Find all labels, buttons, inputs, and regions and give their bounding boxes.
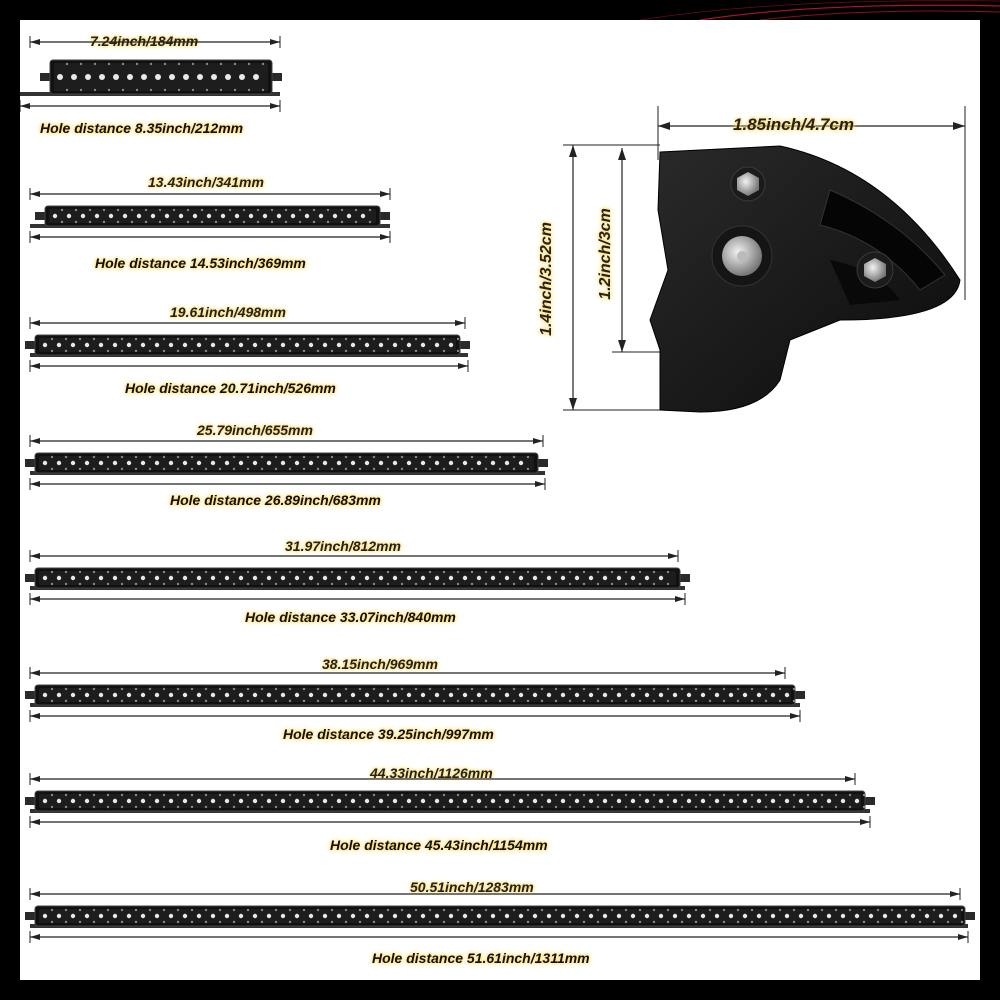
- bar-hole-label: Hole distance 26.89inch/683mm: [170, 492, 381, 508]
- screw-dot: [723, 909, 725, 911]
- screw-dot: [135, 909, 137, 911]
- screw-dot: [625, 921, 627, 923]
- screw-dot: [51, 909, 53, 911]
- screw-dot: [163, 909, 165, 911]
- product-panel: [20, 20, 980, 980]
- screw-dot: [205, 909, 207, 911]
- screw-dot: [541, 921, 543, 923]
- screw-dot: [65, 909, 67, 911]
- led: [939, 914, 943, 918]
- screw-dot: [765, 909, 767, 911]
- screw-dot: [275, 921, 277, 923]
- end-cap-right: [965, 912, 975, 920]
- led: [239, 914, 243, 918]
- screw-dot: [653, 909, 655, 911]
- led: [855, 914, 859, 918]
- screw-dot: [415, 909, 417, 911]
- screw-dot: [513, 921, 515, 923]
- screw-dot: [107, 909, 109, 911]
- led: [771, 914, 775, 918]
- led: [43, 914, 47, 918]
- screw-dot: [793, 909, 795, 911]
- led: [127, 914, 131, 918]
- screw-dot: [891, 921, 893, 923]
- screw-dot: [947, 921, 949, 923]
- screw-dot: [961, 909, 963, 911]
- screw-dot: [583, 909, 585, 911]
- screw-dot: [541, 909, 543, 911]
- led: [827, 914, 831, 918]
- led: [883, 914, 887, 918]
- bar-length-label: 13.43inch/341mm: [148, 174, 264, 190]
- screw-dot: [429, 921, 431, 923]
- screw-dot: [219, 921, 221, 923]
- screw-dot: [933, 909, 935, 911]
- screw-dot: [849, 909, 851, 911]
- led: [813, 914, 817, 918]
- screw-dot: [261, 909, 263, 911]
- led: [687, 914, 691, 918]
- screw-dot: [919, 921, 921, 923]
- led: [603, 914, 607, 918]
- screw-dot: [891, 909, 893, 911]
- screw-dot: [877, 909, 879, 911]
- led: [99, 914, 103, 918]
- led: [393, 914, 397, 918]
- bar-length-label: 25.79inch/655mm: [197, 422, 313, 438]
- screw-dot: [513, 909, 515, 911]
- screw-dot: [667, 921, 669, 923]
- mounting-bracket: [20, 20, 980, 440]
- screw-dot: [695, 909, 697, 911]
- led: [561, 914, 565, 918]
- screw-dot: [737, 921, 739, 923]
- bracket-height-label: 1.4inch/3.52cm: [537, 222, 555, 336]
- led: [253, 914, 257, 918]
- screw-dot: [317, 921, 319, 923]
- screw-dot: [457, 909, 459, 911]
- screw-dot: [877, 921, 879, 923]
- led: [799, 914, 803, 918]
- screw-dot: [751, 921, 753, 923]
- bar-hole-label: Hole distance 45.43inch/1154mm: [330, 837, 548, 853]
- screw-dot: [639, 921, 641, 923]
- screw-dot: [121, 921, 123, 923]
- screw-dot: [807, 921, 809, 923]
- screw-dot: [499, 909, 501, 911]
- screw-dot: [415, 921, 417, 923]
- screw-dot: [863, 921, 865, 923]
- screw-dot: [709, 921, 711, 923]
- bar-length-label: 19.61inch/498mm: [170, 304, 286, 320]
- led: [575, 914, 579, 918]
- screw-dot: [359, 921, 361, 923]
- screw-dot: [387, 921, 389, 923]
- screw-dot: [681, 909, 683, 911]
- screw-dot: [261, 921, 263, 923]
- led: [911, 914, 915, 918]
- screw-dot: [723, 921, 725, 923]
- screw-dot: [331, 909, 333, 911]
- screw-dot: [79, 921, 81, 923]
- screw-dot: [443, 909, 445, 911]
- screw-dot: [401, 909, 403, 911]
- led: [701, 914, 705, 918]
- led: [211, 914, 215, 918]
- led: [309, 914, 313, 918]
- screw-dot: [695, 921, 697, 923]
- screw-dot: [79, 909, 81, 911]
- screw-dot: [611, 921, 613, 923]
- led: [379, 914, 383, 918]
- screw-dot: [681, 921, 683, 923]
- screw-dot: [555, 909, 557, 911]
- screw-dot: [835, 909, 837, 911]
- led: [645, 914, 649, 918]
- screw-dot: [779, 921, 781, 923]
- screw-dot: [429, 909, 431, 911]
- screw-dot: [569, 909, 571, 911]
- bar-hole-label: Hole distance 51.61inch/1311mm: [372, 950, 590, 966]
- screw-dot: [639, 909, 641, 911]
- end-cap-left: [25, 912, 35, 920]
- screw-dot: [107, 921, 109, 923]
- bar-hole-label: Hole distance 39.25inch/997mm: [283, 726, 494, 742]
- screw-dot: [779, 909, 781, 911]
- screw-dot: [933, 921, 935, 923]
- screw-dot: [471, 909, 473, 911]
- led: [365, 914, 369, 918]
- bar-hole-label: Hole distance 8.35inch/212mm: [40, 120, 244, 136]
- screw-dot: [401, 921, 403, 923]
- led: [351, 914, 355, 918]
- screw-dot: [247, 921, 249, 923]
- screw-dot: [527, 909, 529, 911]
- led: [897, 914, 901, 918]
- led: [183, 914, 187, 918]
- screw-dot: [289, 921, 291, 923]
- screw-dot: [149, 921, 151, 923]
- bar-length-label: 38.15inch/969mm: [322, 656, 438, 672]
- screw-dot: [751, 909, 753, 911]
- led: [197, 914, 201, 918]
- bar-hole-label: Hole distance 33.07inch/840mm: [245, 609, 456, 625]
- led: [547, 914, 551, 918]
- screw-dot: [471, 921, 473, 923]
- led: [841, 914, 845, 918]
- screw-dot: [275, 909, 277, 911]
- screw-dot: [961, 921, 963, 923]
- screw-dot: [835, 921, 837, 923]
- led: [281, 914, 285, 918]
- led: [533, 914, 537, 918]
- led: [491, 914, 495, 918]
- screw-dot: [149, 909, 151, 911]
- screw-dot: [793, 921, 795, 923]
- screw-dot: [387, 909, 389, 911]
- led: [337, 914, 341, 918]
- led: [869, 914, 873, 918]
- screw-dot: [303, 909, 305, 911]
- screw-dot: [373, 909, 375, 911]
- screw-dot: [331, 921, 333, 923]
- screw-dot: [345, 921, 347, 923]
- screw-dot: [177, 921, 179, 923]
- led: [267, 914, 271, 918]
- bar-length-label: 31.97inch/812mm: [285, 538, 401, 554]
- screw-dot: [121, 909, 123, 911]
- screw-dot: [569, 921, 571, 923]
- led: [617, 914, 621, 918]
- screw-dot: [555, 921, 557, 923]
- led: [505, 914, 509, 918]
- led: [785, 914, 789, 918]
- led: [757, 914, 761, 918]
- led: [57, 914, 61, 918]
- screw-dot: [597, 909, 599, 911]
- bar-length-label: 7.24inch/184mm: [90, 33, 199, 49]
- screw-dot: [625, 909, 627, 911]
- bracket-inner-height-label: 1.2inch/3cm: [596, 208, 614, 300]
- screw-dot: [919, 909, 921, 911]
- led: [463, 914, 467, 918]
- led: [519, 914, 523, 918]
- led: [435, 914, 439, 918]
- screw-dot: [177, 909, 179, 911]
- led: [673, 914, 677, 918]
- led: [729, 914, 733, 918]
- screw-dot: [191, 921, 193, 923]
- led: [113, 914, 117, 918]
- screw-dot: [485, 921, 487, 923]
- screw-dot: [205, 921, 207, 923]
- screw-dot: [247, 909, 249, 911]
- screw-dot: [233, 921, 235, 923]
- led: [589, 914, 593, 918]
- led: [659, 914, 663, 918]
- bar-hole-label: Hole distance 14.53inch/369mm: [95, 255, 306, 271]
- led: [85, 914, 89, 918]
- led: [155, 914, 159, 918]
- screw-dot: [289, 909, 291, 911]
- led: [743, 914, 747, 918]
- bar-hole-label: Hole distance 20.71inch/526mm: [125, 380, 336, 396]
- screw-dot: [93, 921, 95, 923]
- screw-dot: [597, 921, 599, 923]
- led: [477, 914, 481, 918]
- led: [141, 914, 145, 918]
- screw-dot: [191, 909, 193, 911]
- screw-dot: [499, 921, 501, 923]
- screw-dot: [863, 909, 865, 911]
- screw-dot: [653, 921, 655, 923]
- screw-dot: [303, 921, 305, 923]
- led: [71, 914, 75, 918]
- screw-dot: [667, 909, 669, 911]
- led: [925, 914, 929, 918]
- led: [169, 914, 173, 918]
- bracket-width-label: 1.85inch/4.7cm: [733, 115, 854, 134]
- led: [953, 914, 957, 918]
- decorative-header-lines: [0, 0, 1000, 20]
- screw-dot: [317, 909, 319, 911]
- screw-dot: [765, 921, 767, 923]
- led: [715, 914, 719, 918]
- led: [323, 914, 327, 918]
- led: [421, 914, 425, 918]
- screw-dot: [135, 921, 137, 923]
- screw-dot: [233, 909, 235, 911]
- screw-dot: [443, 921, 445, 923]
- screw-dot: [219, 909, 221, 911]
- screw-dot: [905, 909, 907, 911]
- led: [225, 914, 229, 918]
- screw-dot: [359, 909, 361, 911]
- screw-dot: [485, 909, 487, 911]
- bar-length-label: 50.51inch/1283mm: [410, 879, 534, 895]
- screw-dot: [737, 909, 739, 911]
- screw-dot: [849, 921, 851, 923]
- screw-dot: [611, 909, 613, 911]
- screw-dot: [821, 921, 823, 923]
- screw-dot: [807, 909, 809, 911]
- screw-dot: [163, 921, 165, 923]
- screw-dot: [947, 909, 949, 911]
- screw-dot: [51, 921, 53, 923]
- screw-dot: [457, 921, 459, 923]
- led: [631, 914, 635, 918]
- screw-dot: [373, 921, 375, 923]
- led: [295, 914, 299, 918]
- screw-dot: [905, 921, 907, 923]
- bar-length-label: 44.33inch/1126mm: [370, 765, 493, 781]
- led: [449, 914, 453, 918]
- screw-dot: [527, 921, 529, 923]
- screw-dot: [345, 909, 347, 911]
- screw-dot: [65, 921, 67, 923]
- led: [407, 914, 411, 918]
- screw-dot: [93, 909, 95, 911]
- screw-dot: [709, 909, 711, 911]
- screw-dot: [583, 921, 585, 923]
- screw-dot: [821, 909, 823, 911]
